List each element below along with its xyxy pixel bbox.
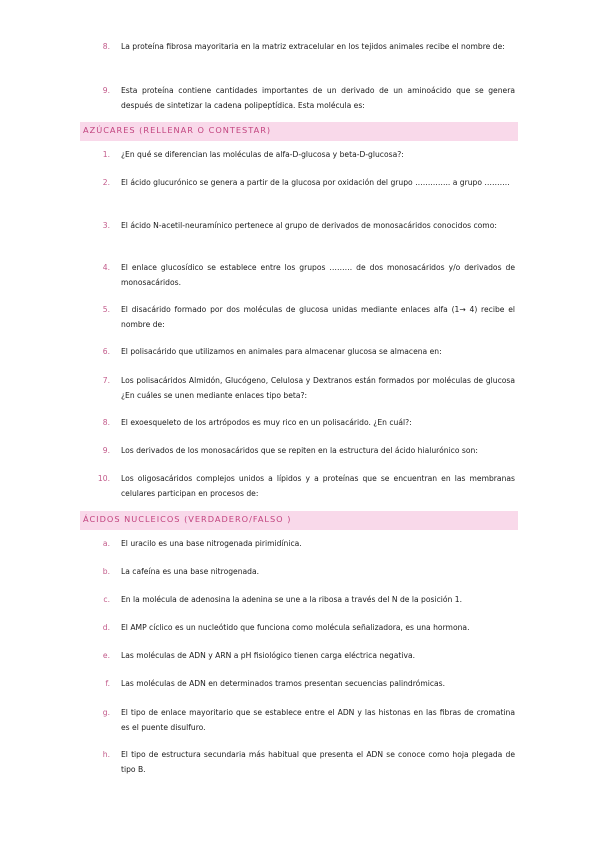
section-title: ÁCIDOS NUCLEICOS (VERDADERO/FALSO ) (83, 514, 292, 524)
item-letter: e. (102, 651, 110, 660)
item-text: Los derivados de los monosacáridos que se repiten en la estructura del ácido hialurónico son: (121, 446, 478, 455)
section-header-acidos-nucleicos (80, 511, 518, 530)
item-letter: h. (102, 750, 110, 759)
item-text: El tipo de enlace mayoritario que se establece entre el ADN y las histonas en las fibras de cromatina es el puente disulfuro. (121, 708, 515, 732)
item-letter: g. (102, 708, 110, 717)
item-text: El ácido N-acetil-neuramínico pertenece al grupo de derivados de monosacáridos conocidos como: (121, 221, 497, 230)
item-number: 10. (97, 474, 110, 483)
item-number: 1. (102, 150, 110, 159)
item-text: La proteína fibrosa mayoritaria en la matriz extracelular en los tejidos animales recibe el nombre de: (121, 42, 505, 51)
item-text: Los polisacáridos Almidón, Glucógeno, Celulosa y Dextranos están formados por moléculas de glucosa ¿En cuáles se unen mediante enlaces tipo beta?: (121, 376, 515, 400)
item-number: 4. (102, 263, 110, 272)
item-letter: a. (102, 539, 110, 548)
section-title: AZÚCARES (RELLENAR O CONTESTAR) (83, 125, 272, 135)
item-number: 5. (102, 305, 110, 314)
item-text: ¿En qué se diferencian las moléculas de alfa-D-glucosa y beta-D-glucosa?: (121, 150, 404, 159)
item-number: 8. (102, 42, 110, 51)
item-number: 8. (102, 418, 110, 427)
item-number: 7. (102, 376, 110, 385)
item-text: Los oligosacáridos complejos unidos a lípidos y a proteínas que se encuentran en las membranas celulares participan en procesos de: (121, 474, 515, 498)
section-header-azucares (80, 122, 518, 141)
item-text: La cafeína es una base nitrogenada. (121, 567, 260, 576)
item-text: El uracilo es una base nitrogenada pirimidínica. (121, 539, 302, 548)
item-letter: f. (105, 679, 110, 688)
item-number: 2. (102, 178, 110, 187)
item-text: Las moléculas de ADN en determinados tramos presentan secuencias palindrómicas. (121, 679, 446, 688)
item-number: 9. (102, 86, 110, 95)
item-number: 9. (102, 446, 110, 455)
item-text: El tipo de estructura secundaria más habitual que presenta el ADN se conoce como hoja plegada de tipo B. (121, 750, 515, 774)
item-text: El exoesqueleto de los artrópodos es muy rico en un polisacárido. ¿En cuál?: (121, 418, 412, 427)
item-letter: b. (102, 567, 110, 576)
item-text: El AMP cíclico es un nucleótido que funciona como molécula señalizadora, es una hormona. (121, 623, 470, 632)
item-text: El disacárido formado por dos moléculas de glucosa unidas mediante enlaces alfa (1→ 4) recibe el nombre de: (121, 305, 515, 329)
item-text: El enlace glucosídico se establece entre los grupos ……… de dos monosacáridos y/o derivados de monosacáridos. (121, 263, 515, 287)
item-text: Esta proteína contiene cantidades importantes de un derivado de un aminoácido que se genera después de sintetizar la cadena polipeptídica. Esta molécula es: (121, 86, 515, 110)
item-number: 6. (102, 347, 110, 356)
item-number: 3. (102, 221, 110, 230)
item-text: En la molécula de adenosina la adenina se une a la ribosa a través del N de la posición 1. (121, 595, 462, 604)
item-letter: c. (103, 595, 110, 604)
item-text: Las moléculas de ADN y ARN a pH fisiológico tienen carga eléctrica negativa. (121, 651, 416, 660)
item-letter: d. (102, 623, 110, 632)
item-text: El ácido glucurónico se genera a partir de la glucosa por oxidación del grupo ………….. a grupo ………. (121, 178, 510, 187)
item-text: El polisacárido que utilizamos en animales para almacenar glucosa se almacena en: (121, 347, 442, 356)
